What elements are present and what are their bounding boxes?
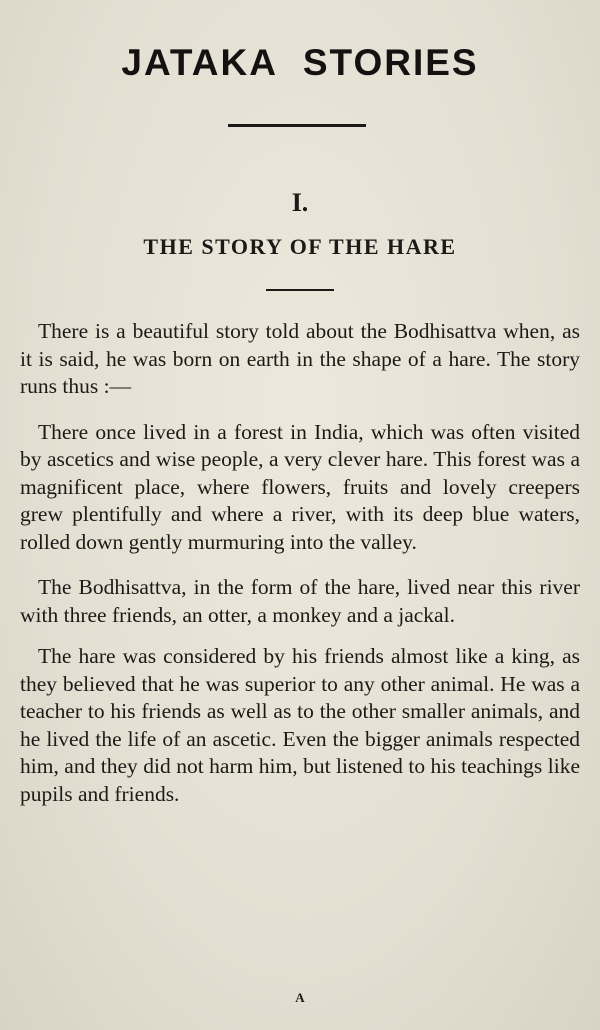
chapter-number: I. [291, 188, 309, 217]
book-title: JATAKA STORIES [121, 42, 479, 83]
paragraph-teacher: The hare was considered by his friends almost like a king, as they believed that he was superior to any other animal. He was a teacher to his friends as well as to the other smaller animals, and he lived the life of an ascetic. Even the bigger animals respected him, and they did not harm him, but listened to his teachings like pupils and friends. [20, 644, 580, 806]
paragraph-intro: There is a beautiful story told about the Bodhisattva when, as it is said, he was born on earth in the shape of a hare. The story runs thus :— [20, 319, 580, 398]
paragraph-friends: The Bodhisattva, in the form of the hare, lived near this river with three friends, an otter, a monkey and a jackal. [20, 575, 580, 627]
title-underline-rule [228, 124, 366, 127]
paragraph-forest: There once lived in a forest in India, which was often visited by ascetics and wise people, a very clever hare. This forest was a magnificent place, where flowers, fruits and lovely creepers grew plentifully and where a river, with its deep blue waters, rolled down gently murmuring into the valley. [20, 419, 580, 554]
chapter-title: THE STORY OF THE HARE [143, 234, 457, 259]
story-body [20, 318, 580, 826]
printer-signature-mark: A [295, 990, 305, 1005]
chapter-title-rule [266, 289, 334, 291]
